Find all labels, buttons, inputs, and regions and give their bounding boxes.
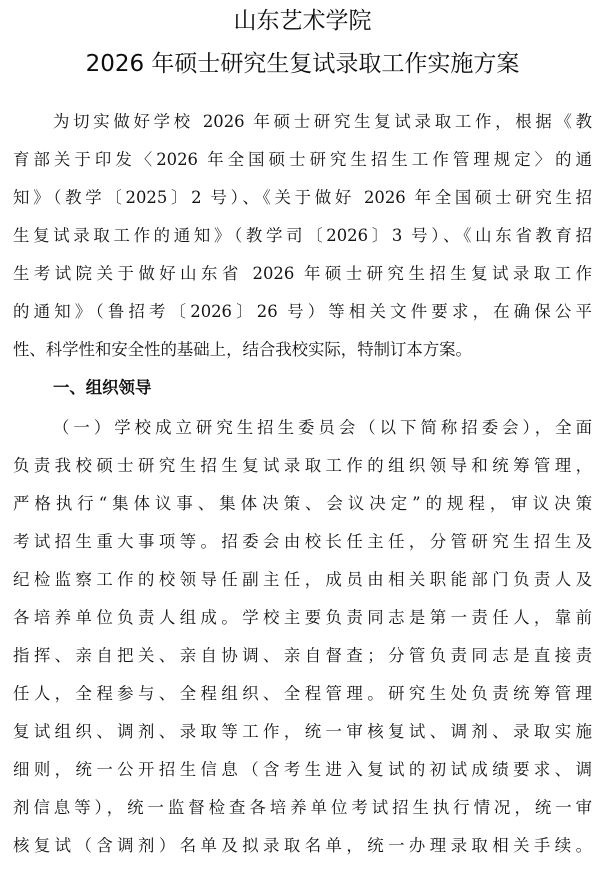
section-line: 严格执行“集体议事、集体决策、会议决定”的规程，审议决策 xyxy=(13,494,592,513)
section-line: 细则，统一公开招生信息（含考生进入复试的初试成绩要求、调 xyxy=(13,760,592,779)
section-line: 各培养单位负责人组成。学校主要负责同志是第一责任人，靠前 xyxy=(13,608,592,627)
section-line: 负责我校硕士研究生招生复试录取工作的组织领导和统筹管理， xyxy=(13,456,592,475)
section-line: 考试招生重大事项等。招委会由校长任主任，分管研究生招生及 xyxy=(13,532,592,551)
intro-line: 性、科学性和安全性的基础上，结合我校实际，特制订本方案。 xyxy=(13,340,472,359)
section-line: 纪检监察工作的校领导任副主任，成员由相关职能部门负责人及 xyxy=(13,570,592,589)
section-line: 复试组织、调剂、录取等工作，统一审核复试、调剂、录取实施 xyxy=(13,722,592,741)
section-line: 剂信息等），统一监督检查各培养单位考试招生执行情况，统一审 xyxy=(13,798,592,817)
intro-paragraph xyxy=(13,103,592,369)
section-line: 核复试（含调剂）名单及拟录取名单，统一办理录取相关手续。 xyxy=(13,836,592,855)
section-heading: 一、组织领导 xyxy=(53,378,152,397)
intro-line: 生复试录取工作的通知》（教学司〔2026〕3 号）、《山东省教育招 xyxy=(13,226,592,245)
section-line: （一）学校成立研究生招生委员会（以下简称招委会），全面 xyxy=(53,418,592,437)
intro-line: 为切实做好学校 2026 年硕士研究生复试录取工作，根据《教 xyxy=(53,112,592,131)
section-paragraph xyxy=(13,409,592,865)
document-title: 山东艺术学院 xyxy=(233,8,372,34)
section-line: 指挥、亲自把关、亲自协调、亲自督查；分管负责同志是直接责 xyxy=(13,646,592,665)
intro-line: 的通知》（鲁招考〔2026〕26 号）等相关文件要求，在确保公平 xyxy=(13,302,592,321)
intro-line: 知》（教学〔2025〕2 号）、《关于做好 2026 年全国硕士研究生招 xyxy=(13,188,592,207)
intro-line: 育部关于印发〈2026 年全国硕士研究生招生工作管理规定〉的通 xyxy=(13,150,592,169)
section-line: 任人，全程参与、全程组织、全程管理。研究生处负责统筹管理 xyxy=(13,684,592,703)
document-subtitle: 2026 年硕士研究生复试录取工作实施方案 xyxy=(85,51,520,77)
intro-line: 生考试院关于做好山东省 2026 年硕士研究生招生复试录取工作 xyxy=(13,264,592,283)
